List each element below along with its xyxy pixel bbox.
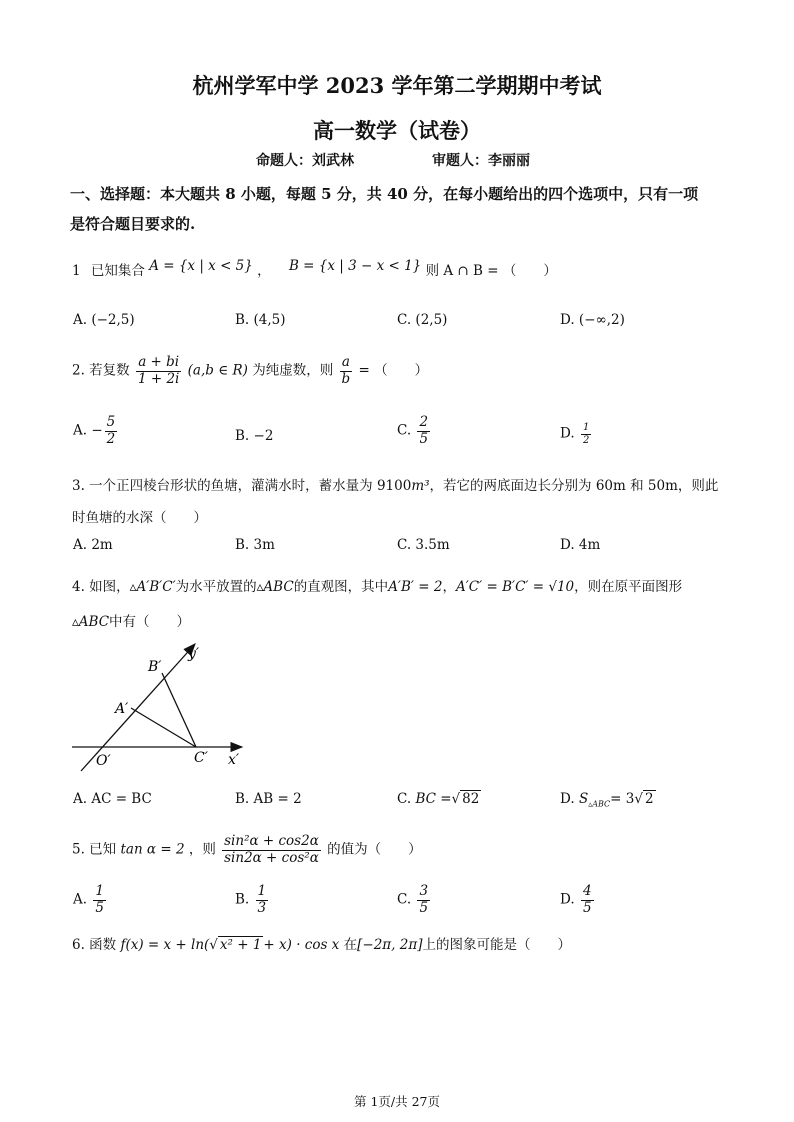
q4-option-b: B. AB = 2 [235, 791, 302, 807]
q2-option-d-den: 2 [582, 434, 590, 446]
q4-text-d: ，则在原平面图形 [574, 579, 683, 595]
q5-option-c-den: 5 [419, 899, 429, 916]
q5-given: tan α = 2 [120, 841, 185, 858]
q5-option-b-frac [256, 884, 269, 916]
q2-option-a-num: 5 [106, 414, 116, 430]
q4-option-c-lhs: BC = [415, 791, 452, 807]
q5-option-c-num: 3 [419, 883, 429, 899]
q5-option-c-label: C. [397, 891, 412, 908]
question-2 [72, 355, 428, 387]
q4-comma: ， [442, 579, 456, 595]
q2-option-c-den: 5 [419, 430, 429, 447]
q2-option-a-den: 2 [106, 430, 116, 447]
q4-option-a: A. AC = BC [73, 791, 152, 807]
q4-oblique-figure [60, 640, 260, 775]
q2-ratio-den: b [341, 370, 351, 387]
q5-fraction [222, 834, 321, 866]
q2-fraction [136, 355, 181, 387]
q4-option-d-radicand: 2 [644, 791, 654, 807]
q5-option-c [397, 884, 432, 916]
q5-option-b-label: B. [235, 891, 250, 908]
exam-subtitle: 高一数学（试卷） [313, 118, 481, 143]
label-y: y′ [188, 646, 200, 662]
q4-option-d-sub: ▵ABC [588, 799, 611, 809]
q1-set-a: A = {x | x < 5} [149, 258, 253, 274]
q3-option-c: C. 3.5m [397, 537, 450, 553]
question-6: 6. 函数 f(x) = x + ln(√ x² + 1 + x) · cos x 在[−2π, 2π]上的图象可能是（ ） [72, 937, 571, 953]
question-3-line2: 时鱼塘的水深（ ） [72, 510, 207, 526]
q5-prefix: 5. 已知 [72, 841, 117, 858]
q2-frac-den: 1 + 2i [137, 370, 180, 387]
q4-option-c-radicand: 82 [462, 791, 480, 807]
question-5 [72, 834, 422, 866]
exam-title: 杭州学军中学 2023 学年第二学期期中考试 [192, 73, 602, 98]
q2-suffix: = （ ） [358, 362, 429, 379]
q2-option-d-num: 1 [582, 422, 590, 433]
q3-text-b: ，若它的两底面边长分别为 60m 和 50m，则此 [429, 478, 719, 494]
q1-number: 1 [72, 263, 81, 279]
q4-option-d-rhs: = 3 [610, 791, 635, 807]
reviewer-label: 审题人：李丽丽 [432, 153, 530, 169]
q2-prefix: 2. 若复数 [72, 362, 130, 379]
q4-option-d: D. $S_{▵ABC}= 3√$ 2 [560, 791, 654, 809]
q6-func-a: f(x) = x + ln( [120, 937, 210, 953]
label-a: A′ [115, 701, 129, 717]
q5-option-a-num: 1 [95, 883, 104, 899]
q1-option-b: B. (4,5) [235, 312, 286, 328]
q2-ratio-num: a [341, 354, 350, 370]
q6-func-radicand: x² + 1 [219, 937, 262, 953]
question-3-line1 [72, 474, 718, 494]
q2-option-a [73, 415, 119, 447]
q4-text-c: 的直观图，其中 [293, 579, 389, 595]
segment-ac [131, 708, 196, 747]
segment-bc [162, 673, 196, 747]
q5-option-b [235, 884, 270, 916]
label-x: x′ [228, 752, 240, 768]
q2-condition: (a,b ∈ R) [187, 362, 248, 379]
q6-func-b: + x) · cos x [263, 937, 340, 953]
q4-option-d-label: D. [560, 791, 575, 807]
q2-option-c [397, 415, 432, 447]
q4-text-a: 4. 如图， [72, 579, 130, 595]
q4-triangle-prime: ▵A′B′C′ [129, 579, 176, 595]
q2-option-c-label: C. [397, 422, 412, 439]
q2-option-c-frac [417, 415, 430, 447]
q5-option-b-den: 3 [257, 899, 267, 916]
q4-line2-triangle: ▵ABC [72, 614, 110, 630]
q2-option-d-frac [581, 422, 591, 446]
q2-option-d-label: D. [560, 425, 575, 442]
q5-option-d-den: 5 [582, 899, 592, 916]
question-4-line1 [72, 575, 682, 595]
q5-option-d-num: 4 [582, 883, 592, 899]
q4-option-d-s: S [578, 791, 589, 807]
q1-set-b: B = {x | 3 − x < 1} [288, 258, 422, 274]
page-footer: 第 1页/共 27页 [353, 1094, 441, 1109]
q6-interval: [−2π, 2π] [357, 937, 423, 953]
section-heading-line2: 是符合题目要求的. [70, 215, 196, 233]
q1-comma: ， [257, 263, 271, 279]
q5-middle: ，则 [188, 841, 216, 858]
q5-option-a [73, 884, 108, 916]
q4-line2-text: 中有（ ） [109, 614, 191, 630]
q5-option-d-label: D. [560, 891, 575, 908]
q4-eq1: A′B′ = 2 [388, 579, 443, 595]
q5-option-d [560, 884, 596, 916]
q2-ratio [340, 355, 353, 387]
author-label: 命题人：刘武林 [256, 153, 354, 169]
q3-text-a: 3. 一个正四棱台形状的鱼塘，灌满水时，蓄水量为 9100 [72, 478, 412, 494]
q2-middle: 为纯虚数，则 [252, 362, 334, 379]
section-heading-line1: 一、选择题：本大题共 8 小题，每题 5 分，共 40 分，在每小题给出的四个选项中，只有一项 [70, 185, 699, 203]
q6-prefix: 6. 函数 [72, 937, 117, 953]
q2-option-c-num: 2 [419, 414, 429, 430]
q5-option-d-frac [581, 884, 594, 916]
q5-suffix: 的值为（ ） [327, 841, 422, 858]
q2-option-a-sign: − [91, 422, 103, 439]
q5-frac-num: sin²α + cos2α [224, 833, 319, 849]
q2-option-d [560, 422, 593, 446]
q3-option-d: D. 4m [560, 537, 601, 553]
q3-option-b: B. 3m [235, 537, 275, 553]
q2-option-a-frac [105, 415, 118, 447]
q5-option-a-den: 5 [95, 899, 104, 916]
q1-option-c: C. (2,5) [397, 312, 448, 328]
q5-option-a-frac [93, 884, 106, 916]
q5-option-b-num: 1 [257, 883, 267, 899]
label-c: C′ [194, 750, 208, 766]
q3-unit: m³ [411, 478, 430, 494]
q6-suffix: 上的图象可能是（ ） [422, 937, 571, 953]
q4-option-c-label: C. [397, 791, 412, 807]
q4-text-b: 为水平放置的 [175, 579, 257, 595]
q4-eq2: A′C′ = B′C′ = √10 [455, 579, 575, 595]
q5-option-a-label: A. [73, 891, 88, 908]
q5-frac-den: sin2α + cos²α [224, 849, 319, 866]
q1-option-a: A. (−2,5) [73, 312, 135, 328]
q3-option-a: A. 2m [73, 537, 113, 553]
q4-triangle: ▵ABC [256, 579, 294, 595]
label-b: B′ [148, 659, 162, 675]
label-o: O′ [96, 753, 111, 769]
q1-suffix: 则 A ∩ B = （ ） [425, 263, 557, 279]
q4-option-c: C. BC =√ 82 [397, 791, 480, 807]
q2-frac-num: a + bi [138, 354, 180, 370]
q5-option-c-frac [417, 884, 430, 916]
question-4-line2 [72, 610, 190, 630]
question-1 [72, 259, 557, 279]
q2-option-a-label: A. [73, 422, 88, 439]
q6-middle: 在 [343, 937, 358, 953]
q1-option-d: D. (−∞,2) [560, 312, 625, 328]
q1-prefix: 已知集合 [90, 263, 145, 279]
q2-option-b: B. −2 [235, 428, 274, 444]
